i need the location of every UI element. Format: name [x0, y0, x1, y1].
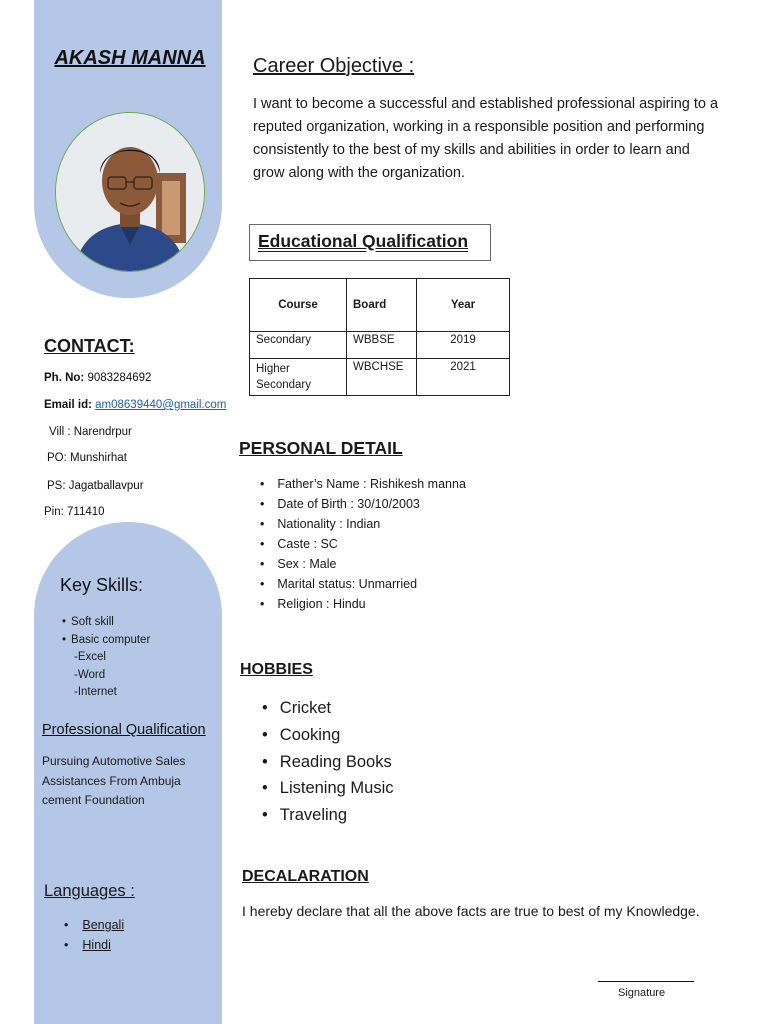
key-skills-heading: Key Skills: — [60, 575, 144, 595]
email-line — [44, 399, 226, 411]
hobbies-heading: HOBBIES — [240, 661, 313, 678]
skill-item: • Basic computer — [62, 632, 150, 650]
career-objective-text: I want to become a successful and established professional aspiring to a reputed organization, working in a responsible position and performing consistently to the best of my skills and abilities in order to learn and grow along with the organization. — [253, 96, 719, 181]
phone-line — [44, 372, 151, 384]
table-cell: WBCHSE — [347, 359, 417, 396]
profile-photo — [55, 112, 205, 272]
list-item: • Father’s Name : Rishikesh manna — [260, 474, 466, 494]
phone-label: Ph. No: — [44, 372, 85, 384]
list-item: • Date of Birth : 30/10/2003 — [260, 494, 466, 514]
table-row — [250, 359, 510, 396]
table-cell: 2021 — [417, 359, 510, 396]
list-item: • Nationality : Indian — [260, 514, 466, 534]
table-header-cell: Course — [250, 279, 347, 332]
key-skills-list — [62, 614, 150, 702]
list-item: • Caste : SC — [260, 534, 466, 554]
skill-sub-item: -Word — [74, 668, 106, 681]
candidate-name: AKASH MANNA — [54, 47, 206, 69]
signature-line — [598, 981, 694, 982]
table-header-cell: Board — [347, 279, 417, 332]
contact-heading: CONTACT: — [44, 336, 135, 356]
list-item: • Cooking — [262, 722, 394, 749]
personal-detail-heading: PERSONAL DETAIL — [239, 438, 403, 458]
skill-sub-item: -Excel — [74, 651, 106, 663]
table-row — [250, 332, 510, 359]
table-cell: Secondary — [250, 332, 347, 359]
career-objective-heading: Career Objective : — [253, 55, 415, 77]
list-item: • Marital status: Unmarried — [260, 574, 466, 594]
education-table — [249, 278, 510, 396]
table-cell: Higher Secondary — [250, 359, 347, 396]
language-item: • Hindi — [64, 935, 124, 955]
signature-label: Signature — [618, 987, 666, 999]
list-item: • Listening Music — [262, 775, 394, 802]
list-item: • Reading Books — [262, 749, 394, 776]
table-header-row — [250, 279, 510, 332]
table-cell: 2019 — [417, 332, 510, 359]
list-item: • Cricket — [262, 695, 394, 722]
hobbies-list — [262, 695, 394, 829]
professional-qualification-text: Pursuing Automotive Sales Assistances From Ambuja cement Foundation — [42, 754, 186, 807]
village: Vill : Narendrpur — [49, 426, 132, 438]
list-item: • Religion : Hindu — [260, 594, 466, 614]
police-station: PS: Jagatballavpur — [47, 480, 144, 492]
education-heading: Educational Qualification — [258, 231, 469, 251]
table-header-cell: Year — [417, 279, 510, 332]
language-item: • Bengali — [64, 915, 124, 935]
table-cell: WBBSE — [347, 332, 417, 359]
skill-sub-item: -Internet — [74, 686, 117, 698]
personal-detail-list — [260, 474, 466, 614]
email-link[interactable]: am08639440@gmail.com — [95, 399, 227, 411]
post-office: PO: Munshirhat — [47, 452, 127, 464]
phone-number: 9083284692 — [87, 372, 152, 384]
declaration-heading: DECALARATION — [242, 868, 369, 885]
languages-list — [64, 915, 124, 955]
list-item: • Traveling — [262, 802, 394, 829]
professional-qualification-heading: Professional Qualification — [42, 722, 206, 738]
email-label: Email id: — [44, 399, 92, 411]
pin-code: Pin: 711410 — [44, 506, 105, 518]
declaration-text: I hereby declare that all the above facts are true to best of my Knowledge. — [242, 903, 700, 919]
skill-item: • Soft skill — [62, 614, 150, 632]
languages-heading: Languages : — [44, 882, 135, 900]
list-item: • Sex : Male — [260, 554, 466, 574]
